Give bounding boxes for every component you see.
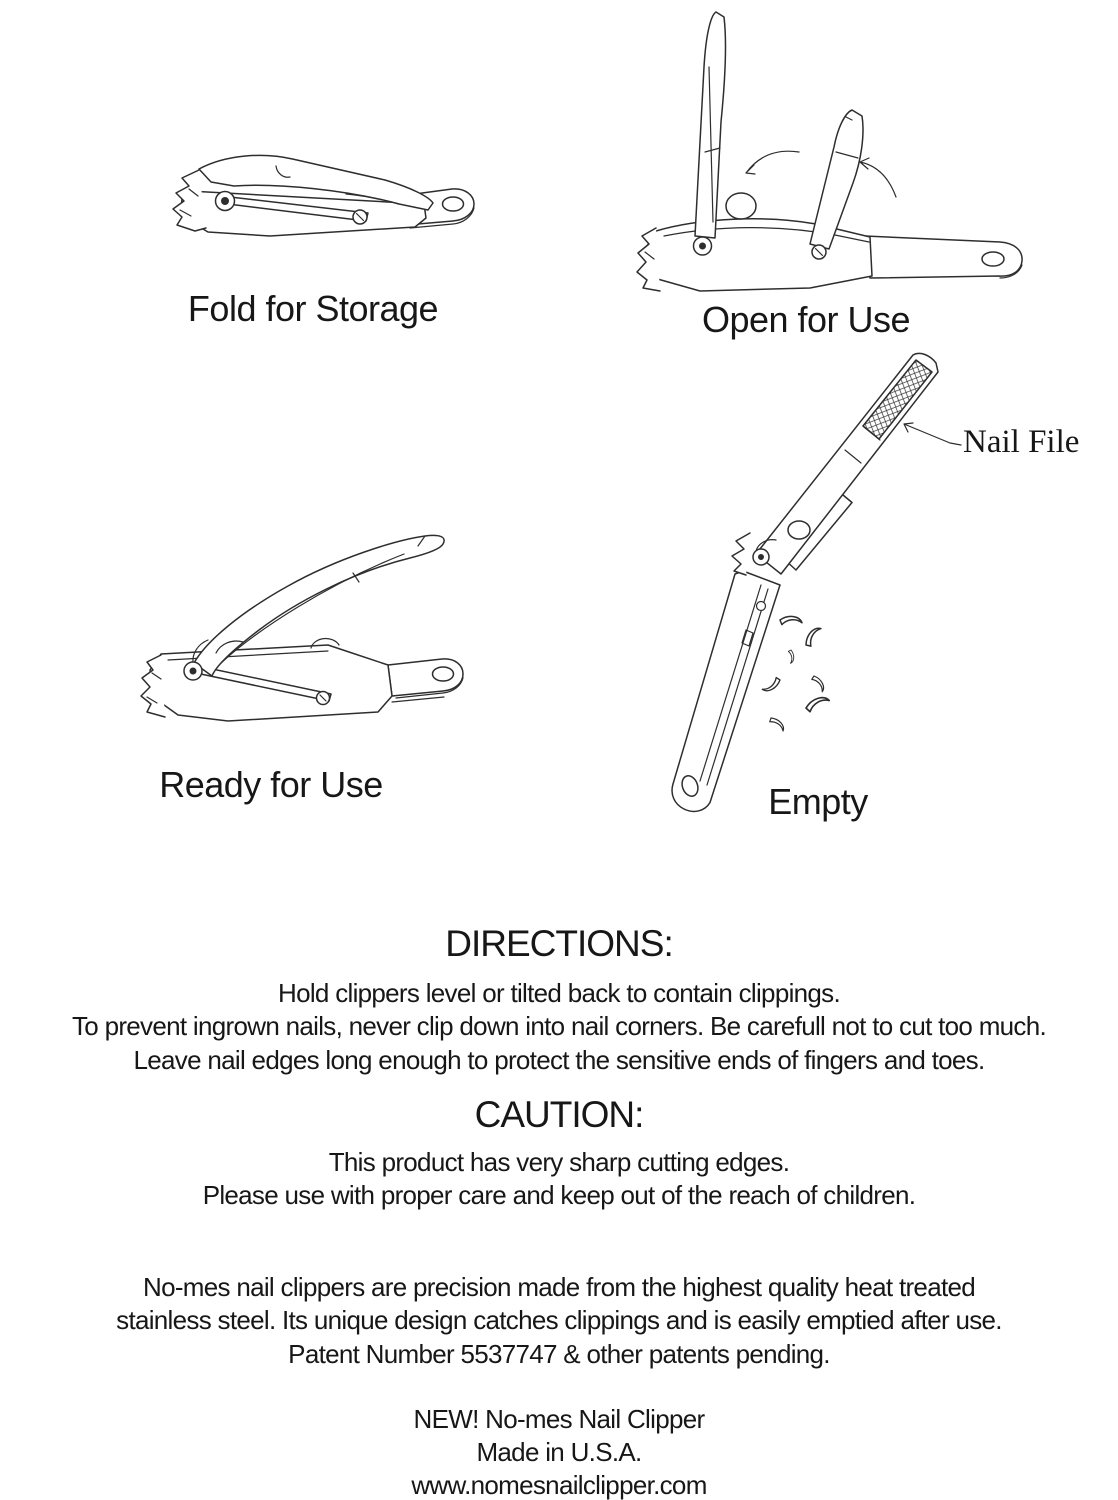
fold-caption: Fold for Storage [187,288,439,329]
directions-line: Hold clippers level or tilted back to contain clippings. [278,978,840,1008]
emptying-clipper-drawing [630,350,1010,850]
clippings [760,613,830,734]
open-clipper-drawing [600,2,1050,292]
empty-caption: Empty [768,781,868,822]
about-line: Patent Number 5537747 & other patents pending. [288,1339,830,1369]
caution-line: This product has very sharp cutting edges. [328,1147,790,1177]
caution-line: Please use with proper care and keep out of the reach of children. [202,1180,916,1210]
footer-product-line: NEW! No-mes Nail Clipper [413,1404,705,1434]
directions-line: Leave nail edges long enough to protect the sensitive ends of fingers and toes. [133,1045,985,1075]
footer-madein-line: Made in U.S.A. [476,1437,642,1467]
nail-file-callout: Nail File [963,424,1080,460]
about-line: stainless steel. Its unique design catches clippings and is easily emptied after use. [116,1305,1002,1335]
directions-line: To prevent ingrown nails, never clip down into nail corners. Be carefull not to cut too much. [72,1011,1046,1041]
nail-file-leader-line [904,423,961,445]
open-caption: Open for Use [701,299,911,340]
footer-website-line: www.nomesnailclipper.com [411,1470,707,1500]
directions-heading: DIRECTIONS: [445,923,673,964]
about-line: No-mes nail clippers are precision made from the highest quality heat treated [143,1272,975,1302]
ready-caption: Ready for Use [159,764,383,805]
caution-heading: CAUTION: [474,1094,644,1135]
rotation-arrow-icon [746,151,799,174]
rotation-arrow-icon [860,158,896,197]
folded-clipper-drawing [150,148,480,258]
ready-clipper-drawing [118,498,488,738]
nail-file-surface [863,360,932,439]
